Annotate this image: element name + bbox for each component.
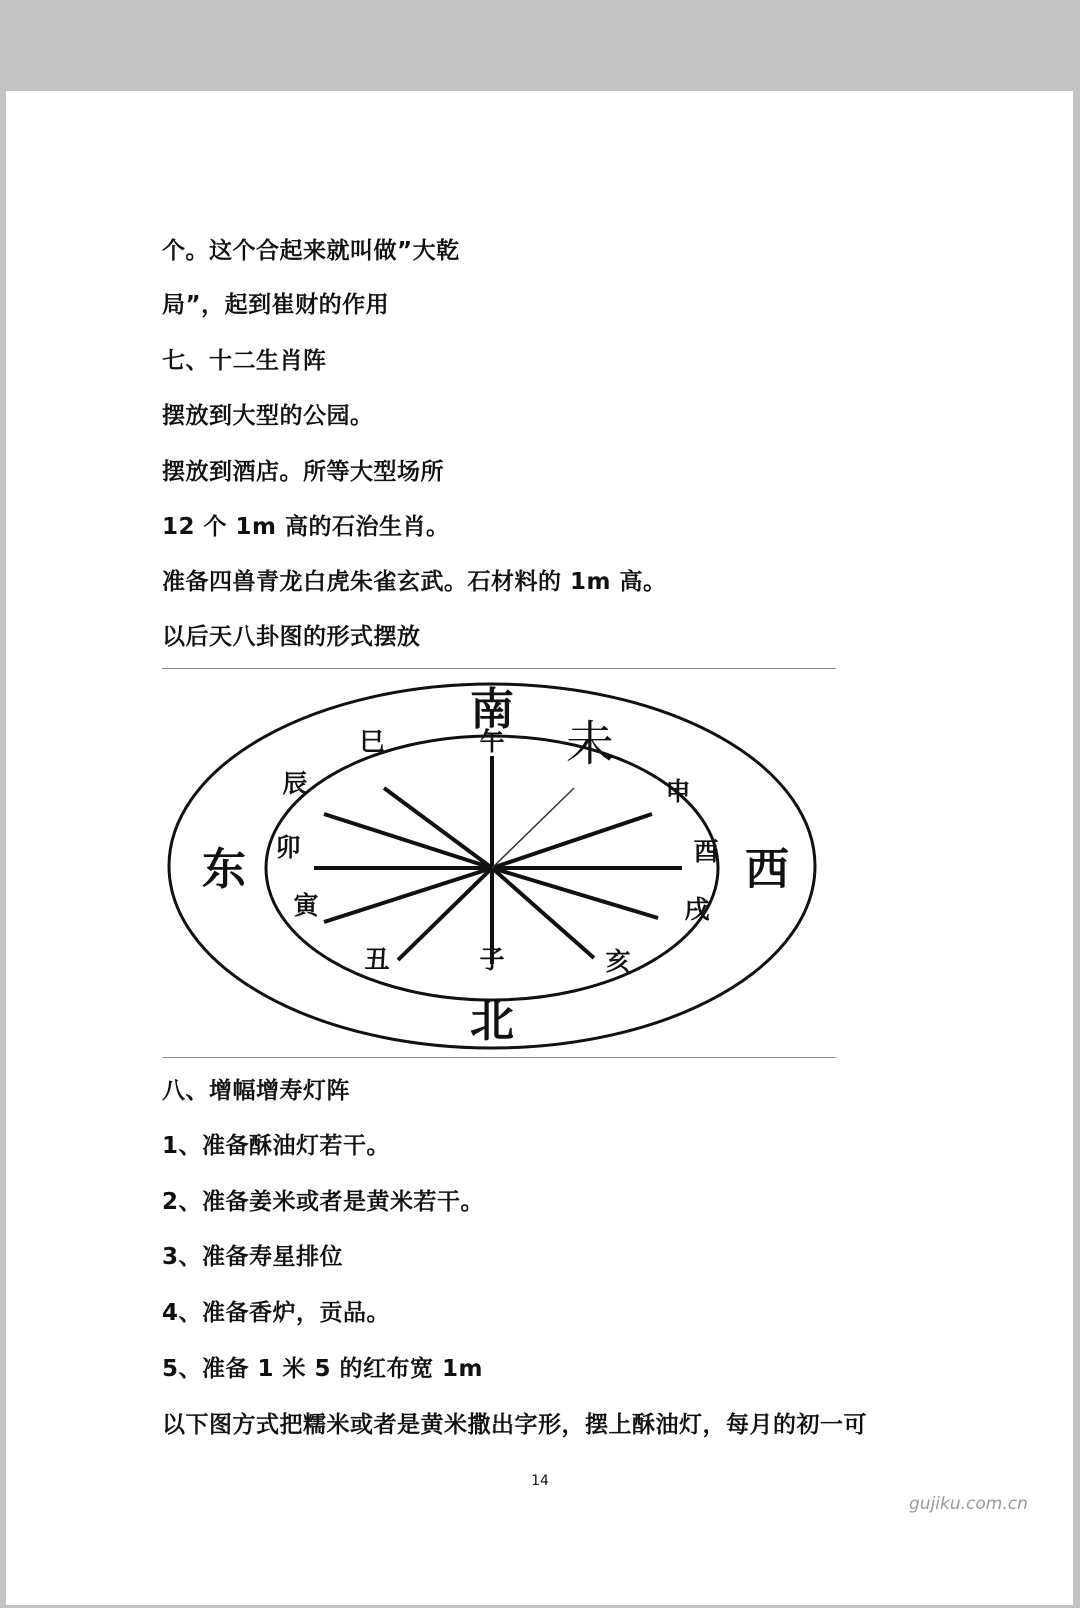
direction-east-label: 东 — [202, 844, 246, 895]
list-item: 4、准备香炉，贡品。 — [162, 1300, 391, 1326]
zodiac-label-wei: 未 — [565, 716, 615, 772]
zodiac-label-zi: 子 — [479, 945, 505, 974]
zodiac-compass-diagram — [162, 668, 836, 1052]
text-line: 12 个 1m 高的石治生肖。 — [162, 514, 450, 540]
direction-west-label: 西 — [745, 844, 789, 895]
figure-bottom-rule — [162, 1057, 836, 1058]
spoke-chen — [324, 814, 492, 868]
text-line: 个。这个合起来就叫做”大乾 — [162, 238, 460, 264]
section-heading: 七、十二生肖阵 — [162, 348, 327, 374]
zodiac-label-si: 巳 — [359, 727, 385, 756]
zodiac-label-shen: 申 — [665, 777, 691, 806]
list-item: 3、准备寿星排位 — [162, 1244, 344, 1270]
text-line: 局”，起到崔财的作用 — [162, 292, 390, 318]
zodiac-label-you: 酉 — [693, 837, 719, 866]
zodiac-label-chen: 辰 — [282, 769, 308, 798]
section-heading: 八、增幅增寿灯阵 — [162, 1078, 350, 1104]
watermark: gujiku.com.cn — [909, 1494, 1028, 1514]
text-line: 以后天八卦图的形式摆放 — [162, 624, 421, 650]
spoke-xu — [492, 868, 658, 918]
direction-north-label: 北 — [470, 996, 514, 1047]
zodiac-label-chou: 丑 — [364, 945, 390, 974]
text-line: 摆放到大型的公园。 — [162, 403, 374, 429]
spoke-shen — [492, 814, 652, 868]
list-item: 2、准备姜米或者是黄米若干。 — [162, 1189, 485, 1215]
zodiac-label-yin: 寅 — [293, 891, 319, 920]
text-line: 以下图方式把糯米或者是黄米撒出字形，摆上酥油灯，每月的初一可 — [162, 1412, 867, 1438]
text-line: 准备四兽青龙白虎朱雀玄武。石材料的 1m 高。 — [162, 569, 667, 595]
list-item: 1、准备酥油灯若干。 — [162, 1133, 391, 1159]
text-line: 摆放到酒店。所等大型场所 — [162, 459, 444, 485]
zodiac-label-hai: 亥 — [605, 947, 631, 976]
direction-south-label: 南 — [470, 684, 514, 735]
page-number: 14 — [531, 1473, 549, 1489]
list-item: 5、准备 1 米 5 的红布宽 1m — [162, 1356, 484, 1382]
compass-svg — [162, 668, 836, 1052]
spoke-si — [384, 788, 492, 868]
zodiac-label-wu: 午 — [479, 727, 505, 756]
spokes — [314, 756, 682, 964]
zodiac-label-xu: 戌 — [684, 895, 710, 924]
zodiac-label-mao: 卯 — [275, 833, 301, 862]
